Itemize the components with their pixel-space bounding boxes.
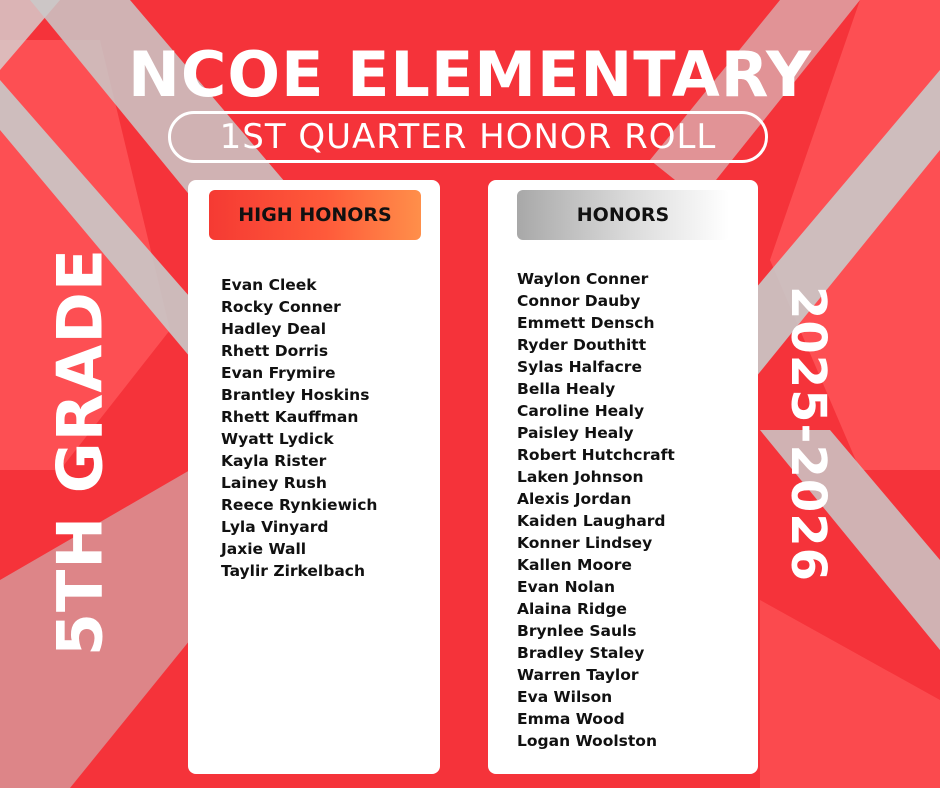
list-item: Caroline Healy (517, 402, 645, 420)
list-item: Logan Woolston (517, 732, 657, 750)
list-item: Bradley Staley (517, 644, 645, 662)
list-item: Evan Nolan (517, 578, 616, 596)
list-item: Hadley Deal (221, 320, 327, 338)
list-item: Alexis Jordan (517, 490, 632, 508)
honors-list (517, 268, 675, 752)
list-item: Konner Lindsey (517, 534, 653, 552)
list-item: Waylon Conner (517, 270, 649, 288)
right-bottom-shape (760, 600, 940, 788)
list-item: Reece Rynkiewich (221, 496, 378, 514)
list-item: Laken Johnson (517, 468, 644, 486)
list-item: Warren Taylor (517, 666, 639, 684)
list-item: Bella Healy (517, 380, 616, 398)
subtitle-pill (168, 111, 768, 163)
honors-card (488, 180, 758, 774)
list-item: Rocky Conner (221, 298, 341, 316)
list-item: Emma Wood (517, 710, 625, 728)
list-item: Jaxie Wall (221, 540, 307, 558)
list-item: Sylas Halfacre (517, 358, 642, 376)
grade-label: 5TH GRADE (43, 247, 117, 657)
honors-heading: HONORS (517, 190, 729, 240)
list-item: Lainey Rush (221, 474, 327, 492)
list-item: Wyatt Lydick (221, 430, 334, 448)
list-item: Kallen Moore (517, 556, 632, 574)
list-item: Lyla Vinyard (221, 518, 329, 536)
year-label: 2025-2026 (780, 285, 836, 583)
high-honors-card (188, 180, 440, 774)
list-item: Kayla Rister (221, 452, 327, 470)
high-honors-list (221, 274, 377, 582)
subtitle-text: 1ST QUARTER HONOR ROLL (219, 117, 717, 157)
list-item: Evan Frymire (221, 364, 336, 382)
list-item: Rhett Kauffman (221, 408, 359, 426)
list-item: Emmett Densch (517, 314, 655, 332)
high-honors-heading: HIGH HONORS (209, 190, 421, 240)
list-item: Kaiden Laughard (517, 512, 666, 530)
list-item: Robert Hutchcraft (517, 446, 675, 464)
list-item: Eva Wilson (517, 688, 613, 706)
list-item: Ryder Douthitt (517, 336, 647, 354)
list-item: Brantley Hoskins (221, 386, 370, 404)
list-item: Paisley Healy (517, 424, 634, 442)
list-item: Taylir Zirkelbach (221, 562, 366, 580)
list-item: Evan Cleek (221, 276, 317, 294)
school-title: NCOE ELEMENTARY (128, 38, 812, 111)
list-item: Alaina Ridge (517, 600, 627, 618)
list-item: Connor Dauby (517, 292, 641, 310)
list-item: Rhett Dorris (221, 342, 329, 360)
list-item: Brynlee Sauls (517, 622, 637, 640)
